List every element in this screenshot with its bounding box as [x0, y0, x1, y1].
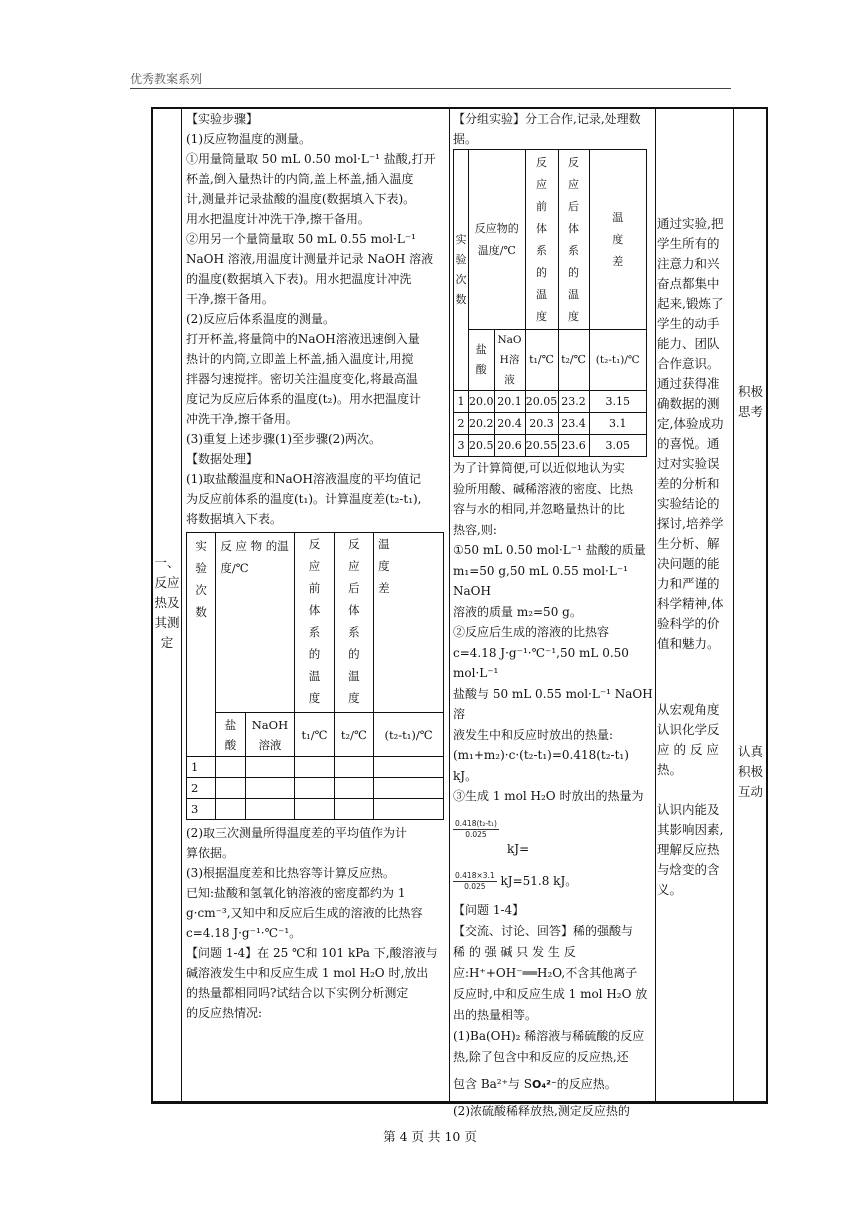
table-row: 1	[187, 757, 444, 778]
header-rule	[130, 88, 731, 89]
student-state-2: 认真 积极 互动	[737, 744, 763, 799]
th-diff: 温度差	[589, 150, 647, 330]
th-trial: 实验次数	[187, 533, 216, 757]
empty-data-table	[186, 532, 444, 820]
sulfate-line: 包含 Ba²⁺与 SO₄²⁻的反应热。	[453, 1076, 617, 1091]
th-reactant-temp: 反 应 物 的温度/℃	[216, 533, 295, 713]
design-intent: 通过实验,把 学生所有的 注意力和兴 奋点都集中 起来,锻炼了 学生的动手 能力、团队 合作意识。 通过获得准 确数据的测 定,体验成功 的喜悦。通 过对实验误 差的分析和 实验结论的 探讨,培养学 生分析、解 决问题的能 力和严谨的 科学精神,体 验科学的价 值和魅力。 从宏观角度 认识化学反 应 的 反 应 热。 认识内能及 其影响因素, 理解反应热 与焓变的含 义。	[657, 216, 724, 897]
table-row: 3	[187, 799, 444, 820]
th-naoh: NaOH溶液	[245, 713, 295, 757]
th-t1: t₁/℃	[525, 330, 558, 391]
table-row: 1 20.0 20.1 20.05 23.2 3.15	[454, 391, 647, 413]
steps-text: 【实验步骤】 (1)反应物温度的测量。 ①用量筒量取 50 mL 0.50 mol·L⁻¹ 盐酸,打开 杯盖,倒入量热计的内筒,盖上杯盖,插入温度 计,测量并记录盐酸的温度(数据填入下表)。 用水把温度计冲洗干净,擦干备用。 ②用另一个量筒量取 50 mL 0.55 mol·L⁻¹ NaOH 溶液,用温度计测量并记录 NaOH 溶液 的温度(数据填入下表)。用水把温度计冲洗 干净,擦干备用。 (2)反应后体系温度的测量。 打开杯盖,将量筒中的NaOH溶液迅速倒入量 热计的内筒,立即盖上杯盖,插入温度计,用搅 拌器匀速搅拌。密切关注温度变化,将最高温 度记为反应后体系的温度(t₂)。用水把温度计 冲洗干净,擦干备用。 (3)重复上述步骤(1)至步骤(2)两次。 【数据处理】 (1)取盐酸温度和NaOH溶液温度的平均值记 为反应前体系的温度(t₁)。计算温度差(t₂-t₁), 将数据填入下表。	[186, 112, 436, 526]
th-before: 反应前体系的温度	[525, 150, 558, 330]
page-footer: 第 4 页 共 10 页	[383, 1129, 477, 1144]
th-trial: 实验次数	[454, 150, 469, 391]
teacher-activity	[186, 109, 448, 1023]
th-dt: (t₂-t₁)/℃	[589, 330, 647, 391]
th-hcl: 盐酸	[469, 330, 495, 391]
page-header: 优秀教案系列	[130, 72, 203, 86]
section-title: 一、 反应 热及 其测 定	[154, 555, 180, 650]
th-naoh: NaOH溶液	[494, 330, 525, 391]
discussion-text: 【问题 1-4】 【交流、讨论、回答】稀的强酸与 稀 的 强 碱 只 发 生 反 应:H⁺+OH⁻══H₂O,不含其他离子 反应时,中和反应生成 1 mol H₂O 放 出的热量相等。 (1)Ba(OH)₂ 稀溶液与稀硫酸的反应 热,除了包含中和反应的反应热,还 包含 Ba²⁺与 SO₄²⁻的反应热。 (2)浓硫酸稀释放热,测定反应热的	[453, 900, 655, 1122]
fraction: $\frac{\text{0.418(t₂-t₁)}}{0.025}$	[455, 818, 497, 839]
th-t1: t₁/℃	[295, 713, 334, 757]
th-after: 反应后体系的温度	[334, 533, 373, 713]
th-t2: t₂/℃	[334, 713, 373, 757]
processing-text: (2)取三次测量所得温度差的平均值作为计 算依据。 (3)根据温度差和比热容等计算反应热。 已知:盐酸和氢氧化钠溶液的密度都约为 1 g·cm⁻³,又知中和反应后生成的溶液的比热容 c=4.18 J·g⁻¹·℃⁻¹。 【问题 1-4】在 25 ℃和 101 kPa 下,酸溶液与 碱溶液发生中和反应生成 1 mol H₂O 时,放出 的热量都相同吗?试结合以下实例分析测定 的反应热情况:	[186, 826, 438, 1020]
results-table	[453, 149, 647, 457]
student-state-1: 积极 思考	[737, 384, 763, 419]
table-row: 2 20.2 20.4 20.3 23.4 3.1	[454, 413, 647, 435]
lesson-table	[151, 107, 768, 1118]
divider	[449, 109, 450, 1101]
formula-1-tail: kJ=	[507, 841, 530, 856]
th-before: 反应前体系的温度	[295, 533, 334, 713]
divider	[181, 109, 182, 1101]
th-dt: (t₂-t₁)/℃	[374, 713, 444, 757]
calc-text: 为了计算简便,可以近似地认为实 验所用酸、碱稀溶液的密度、比热 容与水的相同,并忽略量热计的比 热容,则: ①50 mL 0.50 mol·L⁻¹ 盐酸的质量 m₁=50 g,50 mL 0.55 mol·L⁻¹ NaOH 溶液的质量 m₂=50 g。 ②反应后生成的溶液的比热容 c=4.18 J·g⁻¹·℃⁻¹,50 mL 0.50 mol·L⁻¹ 盐酸与 50 mL 0.55 mol·L⁻¹ NaOH 溶 液发生中和反应时放出的热量: (m₁+m₂)·c·(t₂-t₁)=0.418(t₂-t₁) kJ。 ③生成 1 mol H₂O 时放出的热量为	[453, 461, 653, 803]
th-after: 反应后体系的温度	[558, 150, 589, 330]
divider	[733, 109, 734, 1101]
fraction: $\frac{0.418\times 3.1}{0.025}$	[455, 870, 495, 891]
divider	[655, 109, 656, 1101]
th-reactant-temp: 反应物的温度/℃	[469, 150, 526, 330]
th-hcl: 盐酸	[216, 713, 245, 757]
student-activity: 【分组实验】分工合作,记录,处理数 据。 实验次数 反应物的温度/℃ 反应前体系的温度 反应后体系的温度 温度差 盐酸 NaOH溶液 t₁/℃ t₂/℃ (t₂-t₁)/℃ 1 20.0 20.1 20.05 23.2 3.15 2 20.2 20.4 20.3 23.4 3.1 3 20.5 20.6 20.55 23.6 3.05 为了计算简便,可以近似地认为实 验所用酸、碱稀溶液的密度、比热 容与水的相同,并忽略量热计的比 热容,则: ①50 mL 0.50 mol·L⁻¹ 盐酸的质量 m₁=50 g,50 mL 0.55 mol·L⁻¹ NaOH 溶液的质量 m₂=50 g。 ②反应后生成的溶液的比热容 c=4.18 J·g⁻¹·℃⁻¹,50 mL 0.50 mol·L⁻¹ 盐酸与 50 mL 0.55 mol·L⁻¹ NaOH 溶 液发生中和反应时放出的热量: (m₁+m₂)·c·(t₂-t₁)=0.418(t₂-t₁) kJ。 ③生成 1 mol H₂O 时放出的热量为 $\frac{\text{0.418(t₂-t₁)}}{0.025}$ kJ= $\frac{0.418\times 3.1}{0.025}$ kJ=51.8 kJ。 【问题 1-4】 【交流、讨论、回答】稀的强酸与 稀 的 强 碱 只 发 生 反 应:H⁺+OH⁻══H₂O,不含其他离子 反应时,中和反应生成 1 mol H₂O 放 出的热量相等。 (1)Ba(OH)₂ 稀溶液与稀硫酸的反应 热,除了包含中和反应的反应热,还 包含 Ba²⁺与 SO₄²⁻的反应热。 (2)浓硫酸稀释放热,测定反应热的	[453, 109, 655, 1122]
th-diff: 温度差	[374, 533, 444, 713]
th-t2: t₂/℃	[558, 330, 589, 391]
table-row: 3 20.5 20.6 20.55 23.6 3.05	[454, 435, 647, 457]
formula-2: $\frac{0.418\times 3.1}{0.025}$ kJ=51.8 kJ。	[455, 870, 578, 891]
table-row: 2	[187, 778, 444, 799]
